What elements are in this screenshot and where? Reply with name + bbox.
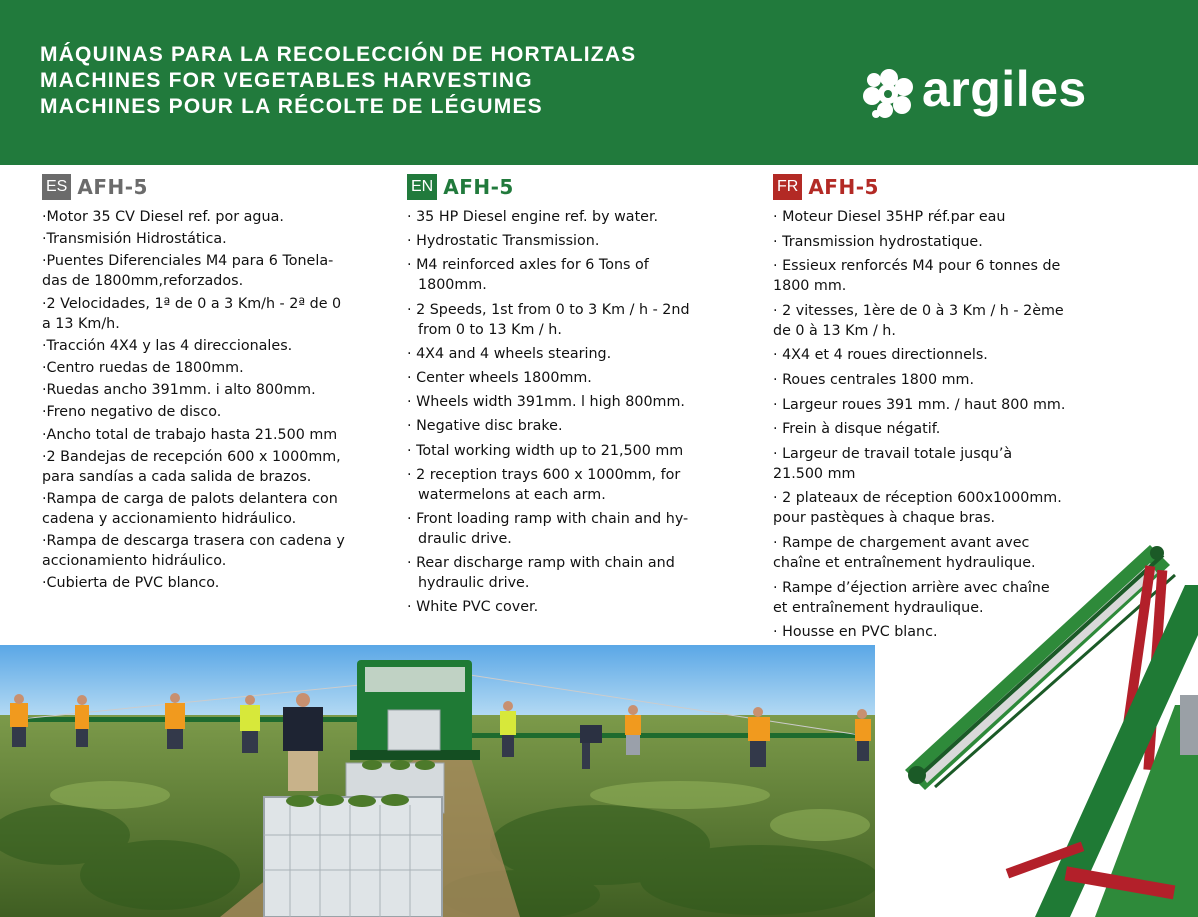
spec-item: · Negative disc brake. (407, 418, 563, 435)
header-banner (0, 0, 1198, 165)
lang-badge-es: ES (42, 174, 71, 200)
spec-item: ·Puentes Diferenciales M4 para 6 Tonela- das de 1800mm,reforzados. (42, 253, 334, 290)
field-harvest-photo (0, 645, 875, 917)
lang-badge-fr: FR (773, 174, 802, 200)
spec-item: · M4 reinforced axles for 6 Tons of 1800mm. (407, 257, 649, 294)
spec-item: · Roues centrales 1800 mm. (773, 371, 975, 388)
spec-item: ·Centro ruedas de 1800mm. (42, 359, 244, 376)
spec-item: · 2 plateaux de réception 600x1000mm. pour pastèques à chaque bras. (773, 490, 1062, 527)
column-fr-heading (773, 174, 1113, 204)
brand-logo (862, 61, 1112, 126)
title-en: MACHINES FOR VEGETABLES HARVESTING (40, 69, 533, 92)
spec-item: · 35 HP Diesel engine ref. by water. (407, 209, 659, 225)
title-es: MÁQUINAS PARA LA RECOLECCIÓN DE HORTALIZAS (40, 43, 637, 66)
spec-item: ·Ancho total de trabajo hasta 21.500 mm (42, 426, 338, 443)
spec-item: · Rampe de chargement avant avec chaîne et entraînement hydraulique. (773, 534, 1036, 571)
spec-list-en (407, 207, 742, 617)
spec-item: ·Freno negativo de disco. (42, 404, 222, 421)
spec-item: · 4X4 and 4 wheels stearing. (407, 345, 612, 362)
spec-item: · Total working width up to 21,500 mm (407, 442, 684, 459)
spec-item: ·Motor 35 CV Diesel ref. por agua. (42, 209, 284, 225)
spec-item: · Rampe d’éjection arrière avec chaîne et entraînement hydraulique. (773, 579, 1050, 616)
spec-item: ·Tracción 4X4 y las 4 direccionales. (42, 337, 293, 354)
harvester-arm-photo (895, 525, 1198, 917)
column-en (407, 174, 742, 621)
column-es-heading (42, 174, 377, 204)
spec-item: ·Ruedas ancho 391mm. i alto 800mm. (42, 382, 316, 399)
spec-item: · White PVC cover. (407, 599, 539, 616)
spec-item: ·Rampa de descarga trasera con cadena y accionamiento hidráulico. (42, 533, 345, 570)
spec-item: · 2 vitesses, 1ère de 0 à 3 Km / h - 2ème de 0 à 13 Km / h. (773, 302, 1064, 339)
field-harvest-illustration (0, 645, 875, 917)
lang-badge-en: EN (407, 174, 437, 200)
model-name-fr: AFH-5 (808, 175, 879, 199)
spec-list-es (42, 207, 377, 593)
spec-item: · Rear discharge ramp with chain and hydraulic drive. (407, 555, 675, 592)
spec-item: ·Rampa de carga de palots delantera con cadena y accionamiento hidráulico. (42, 490, 338, 527)
column-en-heading (407, 174, 742, 204)
spec-item: · Moteur Diesel 35HP réf.par eau (773, 209, 1006, 225)
spec-item: · Hydrostatic Transmission. (407, 233, 600, 250)
model-name-en: AFH-5 (443, 175, 514, 199)
spec-item: · Front loading ramp with chain and hy- draulic drive. (407, 510, 689, 547)
title-fr: MACHINES POUR LA RÉCOLTE DE LÉGUMES (40, 95, 543, 118)
spec-item: · Center wheels 1800mm. (407, 369, 592, 386)
column-es (42, 174, 377, 595)
spec-item: ·2 Velocidades, 1ª de 0 a 3 Km/h - 2ª de 0 a 13 Km/h. (42, 295, 342, 332)
spec-item: · Frein à disque négatif. (773, 421, 941, 438)
spec-item: · Wheels width 391mm. l high 800mm. (407, 394, 685, 411)
spec-item: · 2 reception trays 600 x 1000mm, for watermelons at each arm. (407, 466, 681, 503)
spec-item: · Essieux renforcés M4 pour 6 tonnes de 1800 mm. (773, 258, 1061, 295)
header-titles (40, 42, 636, 120)
spec-item: · Housse en PVC blanc. (773, 624, 938, 641)
spec-item: ·2 Bandejas de recepción 600 x 1000mm, para sandías a cada salida de brazos. (42, 448, 341, 485)
spec-item: · Largeur roues 391 mm. / haut 800 mm. (773, 396, 1066, 413)
spec-item: · 2 Speeds, 1st from 0 to 3 Km / h - 2nd from 0 to 13 Km / h. (407, 301, 690, 338)
spec-item: ·Transmisión Hidrostática. (42, 231, 227, 248)
harvester-arm-illustration (895, 525, 1198, 917)
flower-cluster-icon (862, 68, 916, 122)
model-name-es: AFH-5 (77, 175, 148, 199)
spec-item: · 4X4 et 4 roues directionnels. (773, 347, 988, 364)
spec-item: ·Cubierta de PVC blanco. (42, 575, 220, 592)
spec-item: · Transmission hydrostatique. (773, 233, 983, 250)
spec-item: · Largeur de travail totale jusqu’à 21.500 mm (773, 445, 1013, 482)
brand-name: argiles (922, 61, 1087, 117)
